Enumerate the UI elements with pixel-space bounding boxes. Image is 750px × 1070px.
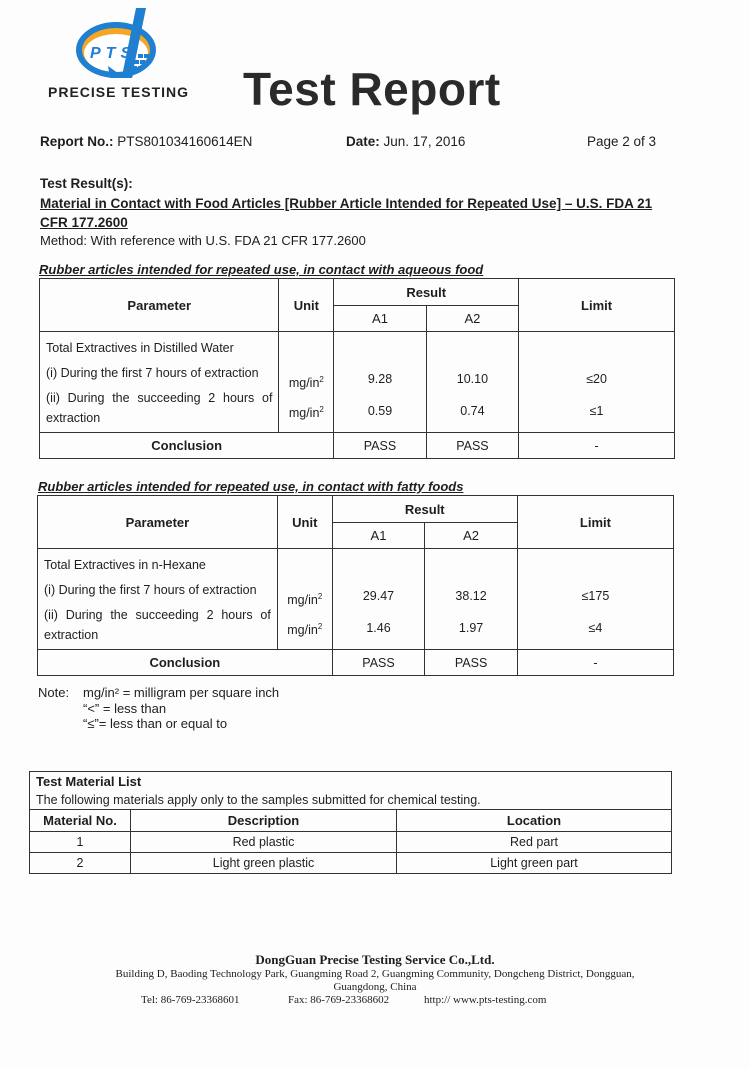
value-a2: 38.12: [455, 589, 487, 603]
svg-text:PTS: PTS: [90, 45, 137, 62]
unit-cell: [279, 332, 334, 433]
value-a2: 0.74: [460, 404, 485, 418]
table-row: [30, 853, 672, 874]
row-parameter: (i) During the first 7 hours of extraction: [44, 583, 257, 597]
row-parameter: (ii) During the succeeding 2 hours of extraction: [46, 391, 273, 425]
value-limit: ≤175: [581, 589, 610, 603]
footer-website-link[interactable]: http:// www.pts-testing.com: [424, 994, 547, 1006]
value-a2: 10.10: [456, 372, 489, 386]
limit-cell: [517, 549, 673, 650]
footer-fax: Fax: 86-769-23368602: [288, 994, 390, 1006]
header-location: Location: [397, 810, 672, 832]
note-line: mg/in² = milligram per square inch: [83, 685, 280, 700]
conclusion-label: Conclusion: [40, 433, 334, 459]
header-material-no: Material No.: [30, 810, 131, 832]
date-value: Jun. 17, 2016: [383, 134, 466, 149]
footer-tel: Tel: 86-769-23368601: [141, 994, 240, 1006]
header-limit: Limit: [519, 279, 675, 332]
a2-cell: [426, 332, 518, 433]
value-limit: ≤4: [588, 621, 603, 635]
material-description: Red plastic: [131, 832, 397, 853]
row-unit: $mg/in^2$: [288, 374, 324, 390]
footer-address-line1: Building D, Baoding Technology Park, Guangming Road 2, Guangming Community, Dongcheng District, Dongguan,: [115, 968, 635, 980]
header-result: Result: [332, 496, 517, 523]
value-a2: 1.97: [458, 621, 484, 635]
conclusion-limit: -: [519, 433, 675, 459]
note-label: Note:: [38, 685, 70, 700]
section-title-line1: Material in Contact with Food Articles [Rubber Article Intended for Repeated Use] – U.S. FDA 21: [40, 196, 653, 211]
report-number: [40, 134, 252, 149]
unit-cell: [277, 549, 332, 650]
header-unit: Unit: [279, 279, 334, 332]
header-parameter: Parameter: [38, 496, 278, 549]
conclusion-limit: -: [517, 650, 673, 676]
header-description: Description: [131, 810, 397, 832]
report-no-label: Report No.:: [40, 134, 114, 149]
material-description: Light green plastic: [131, 853, 397, 874]
note-line: “<” = less than: [83, 700, 167, 716]
material-no: 1: [30, 832, 131, 853]
a1-cell: [334, 332, 426, 433]
row-unit: $mg/in^2$: [287, 621, 323, 637]
value-a1: 1.46: [366, 621, 391, 635]
header-limit: Limit: [517, 496, 673, 549]
value-a1: 29.47: [362, 589, 395, 603]
conclusion-a1: PASS: [332, 650, 425, 676]
aqueous-table-caption: Rubber articles intended for repeated use, in contact with aqueous food: [39, 262, 484, 277]
footer-company: DongGuan Precise Testing Service Co.,Ltd.: [255, 952, 495, 967]
note-line: “≤”= less than or equal to: [83, 716, 228, 731]
value-a1: 9.28: [367, 372, 393, 386]
material-no: 2: [30, 853, 131, 874]
group-label: Total Extractives in Distilled Water: [46, 341, 234, 355]
notes-list: [83, 685, 279, 732]
group-label: Total Extractives in n-Hexane: [44, 558, 206, 572]
value-limit: ≤1: [589, 404, 604, 418]
value-a1: 0.59: [367, 404, 393, 418]
a2-cell: [425, 549, 518, 650]
table-row: [30, 832, 672, 853]
row-parameter: (ii) During the succeeding 2 hours of extraction: [44, 608, 271, 642]
test-results-heading: Test Result(s):: [40, 176, 133, 191]
row-parameter: (i) During the first 7 hours of extraction: [46, 366, 259, 380]
material-list-subtitle: The following materials apply only to the samples submitted for chemical testing.: [30, 792, 672, 810]
value-limit: ≤20: [586, 372, 607, 386]
conclusion-a2: PASS: [426, 433, 518, 459]
conclusion-a1: PASS: [334, 433, 426, 459]
report-no-value: PTS801034160614EN: [117, 134, 253, 149]
logo-text: PRECISE TESTING: [48, 84, 190, 100]
conclusion-a2: PASS: [425, 650, 518, 676]
header-a1: A1: [334, 306, 426, 332]
aqueous-food-table: [39, 278, 675, 459]
row-unit: $mg/in^2$: [287, 591, 323, 607]
page-title: Test Report: [243, 63, 501, 115]
test-material-list: [29, 771, 672, 874]
header-a2: A2: [426, 306, 518, 332]
limit-cell: [519, 332, 675, 433]
header-parameter: Parameter: [40, 279, 279, 332]
material-location: Light green part: [397, 853, 672, 874]
a1-cell: [332, 549, 425, 650]
material-location: Red part: [397, 832, 672, 853]
row-unit: $mg/in^2$: [288, 404, 324, 420]
fatty-table-caption: Rubber articles intended for repeated use, in contact with fatty foods: [38, 479, 464, 494]
pts-logo-icon: [48, 6, 198, 86]
section-title-line2: CFR 177.2600: [40, 215, 128, 230]
report-date: [346, 134, 465, 149]
conclusion-label: Conclusion: [38, 650, 333, 676]
page-number: Page 2 of 3: [587, 134, 657, 149]
header-unit: Unit: [277, 496, 332, 549]
material-list-title: Test Material List: [30, 772, 672, 792]
parameter-cell: [40, 332, 279, 433]
header-result: Result: [334, 279, 519, 306]
header-a1: A1: [332, 523, 425, 549]
method-text: Method: With reference with U.S. FDA 21 CFR 177.2600: [40, 233, 366, 248]
header-a2: A2: [425, 523, 518, 549]
fatty-food-table: [37, 495, 674, 676]
parameter-cell: [38, 549, 278, 650]
date-label: Date:: [346, 134, 380, 149]
footer-address-line2: Guangdong, China: [333, 981, 417, 993]
